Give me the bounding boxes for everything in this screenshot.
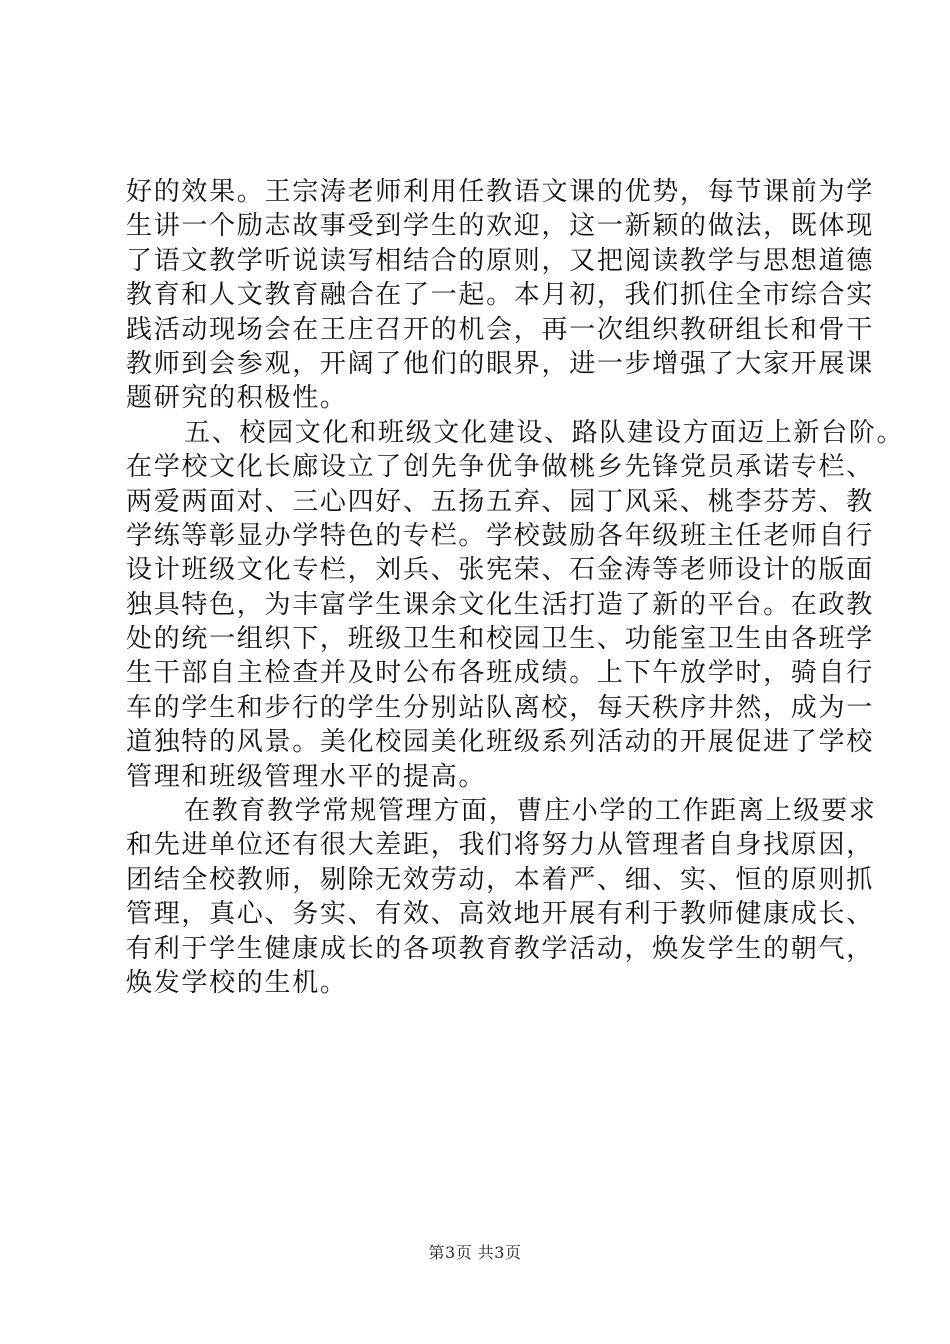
- text-line: 处的统一组织下，班级卫生和校园卫生、功能室卫生由各班学: [126, 624, 874, 655]
- text-line: 了语文教学听说读写相结合的原则，又把阅读教学与思想道德: [126, 245, 874, 276]
- text-line: 管理和班级管理水平的提高。: [126, 761, 487, 792]
- text-line: 题研究的积极性。: [126, 383, 348, 414]
- text-line: 生讲一个励志故事受到学生的欢迎，这一新颖的做法，既体现: [126, 211, 874, 242]
- text-line: 学练等彰显办学特色的专栏。学校鼓励各年级班主任老师自行: [126, 520, 874, 551]
- text-line: 团结全校教师，剔除无效劳动，本着严、细、实、恒的原则抓: [126, 864, 874, 895]
- text-line: 践活动现场会在王庄召开的机会，再一次组织教研组长和骨干: [126, 314, 874, 345]
- text-line: 在学校文化长廊设立了创先争优争做桃乡先锋党员承诺专栏、: [126, 452, 874, 483]
- text-line: 教师到会参观，开阔了他们的眼界，进一步增强了大家开展课: [126, 348, 874, 379]
- text-line: 独具特色，为丰富学生课余文化生活打造了新的平台。在政教: [126, 589, 874, 620]
- text-line: 和先进单位还有很大差距，我们将努力从管理者自身找原因，: [126, 830, 874, 861]
- text-line: 在教育教学常规管理方面，曹庄小学的工作距离上级要求: [184, 796, 877, 827]
- text-line: 两爱两面对、三心四好、五扬五弃、园丁风采、桃李芬芳、教: [126, 486, 874, 517]
- text-line: 生干部自主检查并及时公布各班成绩。上下午放学时，骑自行: [126, 658, 874, 689]
- text-line: 有利于学生健康成长的各项教育教学活动，焕发学生的朝气，: [126, 933, 874, 964]
- page-footer: 第3页 共3页: [428, 1243, 522, 1262]
- text-line: 道独特的风景。美化校园美化班级系列活动的开展促进了学校: [126, 727, 874, 758]
- text-line: 好的效果。王宗涛老师利用任教语文课的优势，每节课前为学: [126, 177, 874, 207]
- text-line: 五、校园文化和班级文化建设、路队建设方面迈上新台阶。: [184, 417, 905, 448]
- text-line: 焕发学校的生机。: [126, 967, 348, 998]
- text-line: 设计班级文化专栏，刘兵、张宪荣、石金涛等老师设计的版面: [126, 555, 874, 586]
- text-line: 教育和人文教育融合在了一起。本月初，我们抓住全市综合实: [126, 280, 874, 311]
- text-line: 车的学生和步行的学生分别站队离校，每天秩序井然，成为一: [126, 692, 874, 723]
- text-line: 管理，真心、务实、有效、高效地开展有利于教师健康成长、: [126, 899, 874, 930]
- document-body: [126, 175, 905, 1000]
